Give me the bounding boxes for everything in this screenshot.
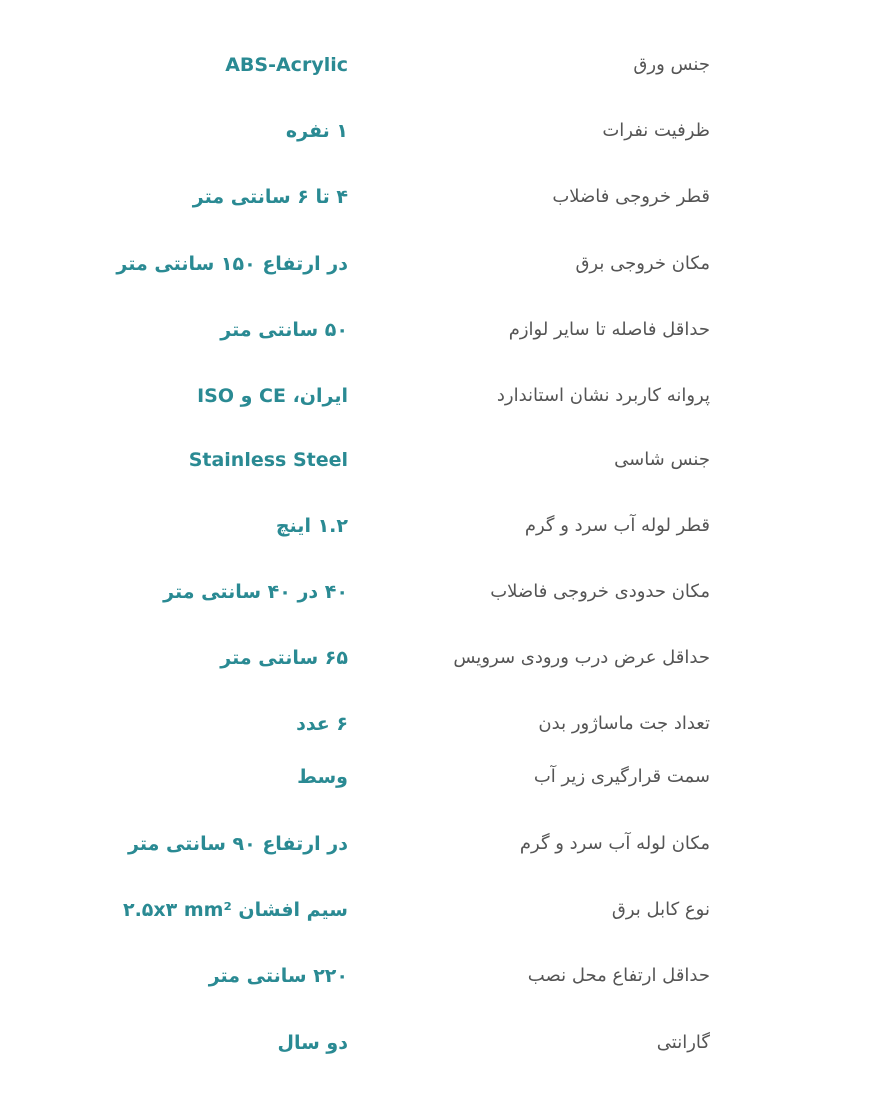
spec-value: ۴۰ در ۴۰ سانتی متر: [163, 581, 348, 603]
spec-row-water-pipe-diameter: [0, 506, 870, 546]
spec-value: سیم افشان ۲.۵x۳ mm²: [122, 899, 348, 921]
spec-row-faucet-position: [0, 757, 870, 797]
spec-value: وسط: [297, 766, 348, 788]
spec-label: پروانه کاربرد نشان استاندارد: [496, 385, 710, 406]
spec-label: جنس ورق: [633, 54, 710, 75]
spec-row-power-outlet-location: [0, 244, 870, 284]
spec-value: ۴ تا ۶ سانتی متر: [192, 186, 348, 208]
spec-row-power-cable-type: [0, 890, 870, 930]
spec-value: ۶۵ سانتی متر: [220, 647, 348, 669]
spec-row-water-pipe-location: [0, 824, 870, 864]
spec-row-min-install-height: [0, 956, 870, 996]
spec-label: تعداد جت ماساژور بدن: [538, 713, 710, 734]
spec-row-warranty: [0, 1023, 870, 1063]
spec-value: ایران، CE و ISO: [197, 385, 348, 407]
spec-label: حداقل ارتفاع محل نصب: [527, 965, 710, 986]
spec-row-standard-license: [0, 376, 870, 416]
spec-label: جنس شاسی: [614, 449, 710, 470]
spec-label: گارانتی: [656, 1032, 710, 1053]
spec-row-drain-diameter: [0, 177, 870, 217]
spec-row-min-door-width: [0, 638, 870, 678]
spec-value: ۱.۲ اینچ: [275, 515, 348, 537]
spec-row-capacity: [0, 111, 870, 151]
spec-label: مکان حدودی خروجی فاضلاب: [490, 581, 710, 602]
spec-value: ۲۲۰ سانتی متر: [208, 965, 348, 987]
spec-value: در ارتفاع ۹۰ سانتی متر: [128, 833, 348, 855]
spec-label: قطر لوله آب سرد و گرم: [524, 515, 710, 536]
spec-label: قطر خروجی فاضلاب: [552, 186, 710, 207]
spec-label: ظرفیت نفرات: [602, 120, 710, 141]
spec-value: Stainless Steel: [188, 449, 348, 471]
spec-label: مکان خروجی برق: [575, 253, 710, 274]
spec-value: ۱ نفره: [285, 120, 348, 142]
spec-value: در ارتفاع ۱۵۰ سانتی متر: [116, 253, 348, 275]
spec-row-drain-location: [0, 572, 870, 612]
spec-row-sheet-material: [0, 45, 870, 85]
spec-label: سمت قرارگیری زیر آب: [533, 766, 710, 787]
spec-label: نوع کابل برق: [611, 899, 710, 920]
spec-value: دو سال: [277, 1032, 348, 1054]
spec-value: ABS-Acrylic: [225, 54, 348, 76]
spec-row-min-clearance: [0, 310, 870, 350]
spec-value: ۵۰ سانتی متر: [220, 319, 348, 341]
spec-label: حداقل عرض درب ورودی سرویس: [453, 647, 710, 668]
spec-row-chassis-material: [0, 440, 870, 480]
spec-value: ۶ عدد: [296, 713, 348, 735]
spec-label: حداقل فاصله تا سایر لوازم: [508, 319, 710, 340]
spec-label: مکان لوله آب سرد و گرم: [519, 833, 710, 854]
spec-row-body-jets: [0, 704, 870, 744]
